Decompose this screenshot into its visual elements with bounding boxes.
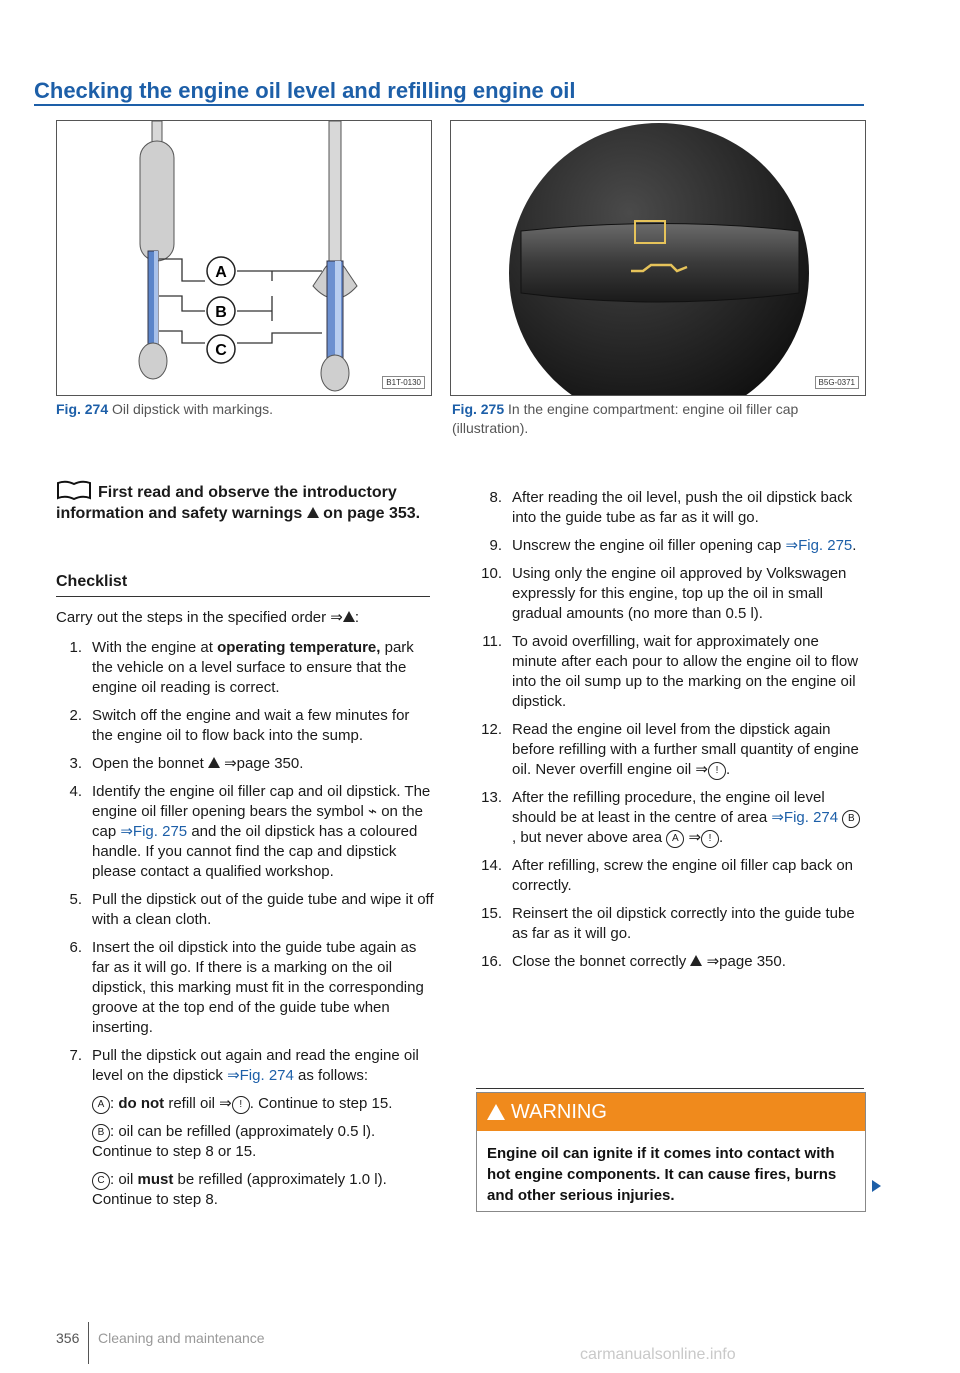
step-16: 16. Close the bonnet correctly ⇒page 350. xyxy=(481,953,786,970)
watermark: carmanualsonline.info xyxy=(580,1346,736,1363)
title-rule xyxy=(34,104,864,106)
continue-arrow-icon xyxy=(872,1180,881,1192)
step-12: 12. Read the engine oil level from the dipstick again before refilling with a further small quantity of engine oil. Never overfill engine oil ⇒ ! . xyxy=(481,721,859,778)
dipstick-illustration xyxy=(57,121,431,395)
checklist-intro-text: Carry out the steps in the specified order ⇒ xyxy=(56,609,343,626)
figure-caption-275 xyxy=(452,400,864,438)
page-title: Checking the engine oil level and refilling engine oil xyxy=(34,78,576,103)
label-b: B xyxy=(215,304,227,321)
step-4: 4. Identify the engine oil filler cap and oil dipstick. The engine oil filler opening bears the symbol ⌁ on the cap ⇒Fig. 275 and the oil dipstick has a coloured handle. If you cannot find the cap and dipstick please contact a qualified workshop. xyxy=(69,783,431,880)
caution-icon: ! xyxy=(708,762,726,780)
warning-box xyxy=(476,1092,866,1212)
caption-text: Oil dipstick with markings. xyxy=(112,401,274,417)
step-8: 8. After reading the oil level, push the oil dipstick back into the guide tube as far as it will go. xyxy=(489,489,853,526)
label-a: A xyxy=(215,264,227,281)
figure-dipstick xyxy=(56,120,432,396)
step-3: 3. Open the bonnet ⇒page 350. xyxy=(69,755,304,772)
warning-header xyxy=(477,1093,865,1131)
warning-triangle-icon xyxy=(208,757,220,768)
step-9: 9. Unscrew the engine oil filler opening cap ⇒Fig. 275. xyxy=(489,537,857,554)
caution-icon: ! xyxy=(701,830,719,848)
step-14: 14. After refilling, screw the engine oil filler cap back on correctly. xyxy=(481,857,854,894)
oil-can-icon: ⌁ xyxy=(368,803,378,820)
steps-list-right xyxy=(476,488,864,972)
checklist-intro: Carry out the steps in the specified order ⇒ : xyxy=(56,609,360,626)
page-number: 356 xyxy=(56,1330,80,1346)
left-column xyxy=(56,608,434,1218)
footer-separator xyxy=(88,1322,89,1364)
caption-number: Fig. 274 xyxy=(56,401,109,417)
warning-triangle-icon xyxy=(307,507,319,518)
intro-suffix: on page 353. xyxy=(323,505,421,522)
intro-notice xyxy=(56,480,430,524)
marking-labels xyxy=(207,257,235,363)
book-icon xyxy=(56,480,92,500)
figure-code: B5G-0371 xyxy=(815,376,859,389)
footer-section: Cleaning and maintenance xyxy=(98,1330,265,1346)
caption-text: In the engine compartment: engine oil filler cap (illustration). xyxy=(452,401,799,436)
warning-label: WARNING xyxy=(511,1101,607,1123)
figure-code: B1T-0130 xyxy=(382,376,425,389)
caption-number: Fig. 275 xyxy=(452,401,505,417)
warning-triangle-icon xyxy=(343,611,355,622)
steps-list-left xyxy=(56,638,434,1210)
step-5: 5. Pull the dipstick out of the guide tube and wipe it off with a clean cloth. xyxy=(69,891,434,928)
step-10: 10. Using only the engine oil approved by Volkswagen expressly for this engine, top up the oil in small gradual amounts (no more than 0.5 l). xyxy=(481,565,847,622)
checklist-rule xyxy=(56,596,430,597)
sub-c: C : oil must be refilled (approximately 1.0 l). Continue to step 8. xyxy=(92,1171,387,1208)
step-6: 6. Insert the oil dipstick into the guide tube again as far as it will go. If there is a marking on the oil dipstick, this marking must fit in the corresponding groove at the top end of the guide tube when inserting. xyxy=(69,939,424,1036)
warning-triangle-icon xyxy=(487,1104,505,1120)
label-c: C xyxy=(215,342,227,359)
sub-b: B : oil can be refilled (approximately 0.5 l). Continue to step 8 or 15. xyxy=(92,1123,376,1160)
step-7: 7. Pull the dipstick out again and read the engine oil level on the dipstick ⇒Fig. 274 as follows: A : do not refill oil ⇒ ! . Continue to step 15. B : oil can be refilled (approximately 0.5 l). Continue to step 8 or 15. C : oil must be refilled (approximately 1.0 l). Continue to step 8. xyxy=(56,1046,434,1210)
step-11: 11. To avoid overfilling, wait for approximately one minute after each pour to allow the engine oil to flow into the oil sump up to the marking on the engine oil dipstick. xyxy=(482,633,859,710)
warning-text: Engine oil can ignite if it comes into contact with hot engine components. It can cause fires, burns and other serious injuries. xyxy=(487,1145,837,1204)
step-2: 2. Switch off the engine and wait a few minutes for the engine oil to flow back into the sump. xyxy=(69,707,410,744)
step-13: 13. After the refilling procedure, the engine oil level should be at least in the centre of area ⇒Fig. 274 B, but never above area A ⇒ ! . xyxy=(476,788,864,848)
figure-caption-274 xyxy=(56,400,273,419)
right-column xyxy=(476,488,864,980)
sub-a: A : do not refill oil ⇒ ! . Continue to step 15. xyxy=(92,1094,434,1114)
step-1: 1. With the engine at operating temperature, park the vehicle on a level surface to ensure that the engine oil reading is correct. xyxy=(69,639,414,696)
checklist-end-rule xyxy=(476,1088,864,1089)
intro-text: First read and observe the introductory information and safety warnings xyxy=(56,484,397,522)
filler-cap-illustration xyxy=(451,121,865,395)
warning-triangle-icon xyxy=(690,955,702,966)
step-15: 15. Reinsert the oil dipstick correctly into the guide tube as far as it will go. xyxy=(481,905,855,942)
checklist-heading: Checklist xyxy=(56,573,128,590)
figure-filler-cap xyxy=(450,120,866,396)
